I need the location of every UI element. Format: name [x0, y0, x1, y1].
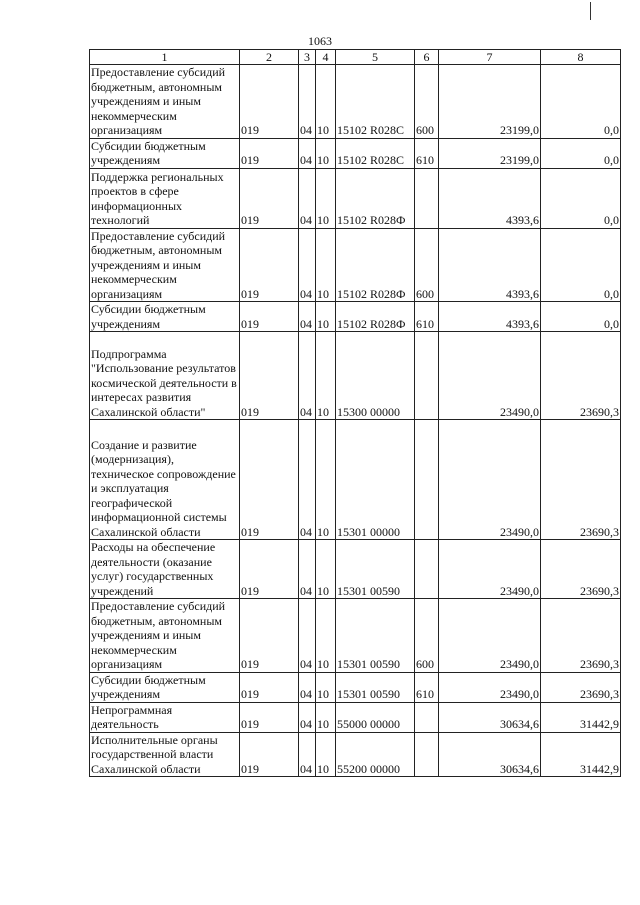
subsection-code-cell: 10 [316, 672, 336, 702]
table-row [90, 332, 621, 420]
row-name-cell: Создание и развитие (модернизация), техническое сопровождение и эксплуатация географической информационной системы Сахалинской области [90, 420, 240, 540]
subsection-code-cell: 10 [316, 168, 336, 228]
ministry-code-cell: 019 [240, 138, 299, 168]
section-code-cell: 04 [299, 65, 316, 139]
target-article-cell: 55000 00000 [336, 702, 415, 732]
amount-year1-cell: 23490,0 [439, 599, 541, 673]
column-header: 5 [336, 50, 415, 65]
table-row [90, 599, 621, 673]
amount-year1-cell: 23490,0 [439, 540, 541, 599]
column-header-row [90, 50, 621, 65]
table-row [90, 65, 621, 139]
ministry-code-cell: 019 [240, 332, 299, 420]
amount-year2-cell: 31442,9 [541, 732, 621, 777]
subsection-code-cell: 10 [316, 599, 336, 673]
expense-type-cell: 610 [415, 302, 439, 332]
subsection-code-cell: 10 [316, 228, 336, 302]
table-row [90, 228, 621, 302]
row-name-cell: Подпрограмма "Использование результатов космической деятельности в интересах развития Сахалинской области" [90, 332, 240, 420]
expense-type-cell [415, 540, 439, 599]
section-code-cell: 04 [299, 702, 316, 732]
row-name-cell: Субсидии бюджетным учреждениям [90, 672, 240, 702]
amount-year1-cell: 30634,6 [439, 702, 541, 732]
ministry-code-cell: 019 [240, 228, 299, 302]
table-row [90, 702, 621, 732]
subsection-code-cell: 10 [316, 420, 336, 540]
column-header: 7 [439, 50, 541, 65]
table-row [90, 540, 621, 599]
subsection-code-cell: 10 [316, 732, 336, 777]
table-row [90, 138, 621, 168]
column-header: 3 [299, 50, 316, 65]
subsection-code-cell: 10 [316, 332, 336, 420]
amount-year1-cell: 23490,0 [439, 672, 541, 702]
subsection-code-cell: 10 [316, 65, 336, 139]
amount-year2-cell: 23690,3 [541, 672, 621, 702]
target-article-cell: 15301 00000 [336, 420, 415, 540]
expense-type-cell: 610 [415, 672, 439, 702]
expense-type-cell [415, 332, 439, 420]
ministry-code-cell: 019 [240, 302, 299, 332]
column-header: 4 [316, 50, 336, 65]
subsection-code-cell: 10 [316, 138, 336, 168]
target-article-cell: 15102 R028C [336, 138, 415, 168]
amount-year1-cell: 4393,6 [439, 228, 541, 302]
amount-year1-cell: 23490,0 [439, 420, 541, 540]
target-article-cell: 15301 00590 [336, 672, 415, 702]
amount-year2-cell: 0,0 [541, 65, 621, 139]
row-name-cell: Субсидии бюджетным учреждениям [90, 138, 240, 168]
ministry-code-cell: 019 [240, 168, 299, 228]
section-code-cell: 04 [299, 599, 316, 673]
corner-mark [590, 2, 591, 20]
section-code-cell: 04 [299, 540, 316, 599]
row-name-cell: Исполнительные органы государственной власти Сахалинской области [90, 732, 240, 777]
target-article-cell: 15102 R028Ф [336, 228, 415, 302]
amount-year2-cell: 31442,9 [541, 702, 621, 732]
section-code-cell: 04 [299, 302, 316, 332]
section-code-cell: 04 [299, 138, 316, 168]
target-article-cell: 15300 00000 [336, 332, 415, 420]
amount-year2-cell: 0,0 [541, 168, 621, 228]
row-name-cell: Расходы на обеспечение деятельности (оказание услуг) государственных учреждений [90, 540, 240, 599]
column-header: 1 [90, 50, 240, 65]
section-code-cell: 04 [299, 672, 316, 702]
subsection-code-cell: 10 [316, 702, 336, 732]
section-code-cell: 04 [299, 332, 316, 420]
expense-type-cell [415, 420, 439, 540]
expense-type-cell: 600 [415, 65, 439, 139]
section-code-cell: 04 [299, 168, 316, 228]
row-name-cell: Предоставление субсидий бюджетным, автономным учреждениям и иным некоммерческим организациям [90, 599, 240, 673]
section-code-cell: 04 [299, 420, 316, 540]
amount-year1-cell: 30634,6 [439, 732, 541, 777]
table-row [90, 672, 621, 702]
row-name-cell: Субсидии бюджетным учреждениям [90, 302, 240, 332]
ministry-code-cell: 019 [240, 702, 299, 732]
section-code-cell: 04 [299, 732, 316, 777]
amount-year2-cell: 23690,3 [541, 540, 621, 599]
amount-year2-cell: 0,0 [541, 302, 621, 332]
subsection-code-cell: 10 [316, 302, 336, 332]
row-name-cell: Предоставление субсидий бюджетным, автономным учреждениям и иным некоммерческим организациям [90, 65, 240, 139]
row-name-cell: Поддержка региональных проектов в сфере информационных технологий [90, 168, 240, 228]
ministry-code-cell: 019 [240, 599, 299, 673]
expense-type-cell [415, 702, 439, 732]
target-article-cell: 15102 R028Ф [336, 168, 415, 228]
ministry-code-cell: 019 [240, 672, 299, 702]
page-number: 1063 [308, 34, 332, 48]
column-header: 6 [415, 50, 439, 65]
amount-year1-cell: 23490,0 [439, 332, 541, 420]
expense-type-cell: 600 [415, 228, 439, 302]
target-article-cell: 15301 00590 [336, 599, 415, 673]
amount-year2-cell: 23690,3 [541, 599, 621, 673]
target-article-cell: 15301 00590 [336, 540, 415, 599]
row-name-cell: Непрограммная деятельность [90, 702, 240, 732]
amount-year1-cell: 23199,0 [439, 138, 541, 168]
ministry-code-cell: 019 [240, 420, 299, 540]
expense-type-cell [415, 168, 439, 228]
expense-type-cell: 610 [415, 138, 439, 168]
table-row [90, 168, 621, 228]
amount-year2-cell: 23690,3 [541, 332, 621, 420]
ministry-code-cell: 019 [240, 540, 299, 599]
expense-type-cell: 600 [415, 599, 439, 673]
row-name-cell: Предоставление субсидий бюджетным, автономным учреждениям и иным некоммерческим организациям [90, 228, 240, 302]
amount-year2-cell: 23690,3 [541, 420, 621, 540]
target-article-cell: 15102 R028C [336, 65, 415, 139]
ministry-code-cell: 019 [240, 65, 299, 139]
column-header: 8 [541, 50, 621, 65]
amount-year1-cell: 4393,6 [439, 302, 541, 332]
expense-type-cell [415, 732, 439, 777]
budget-table [89, 49, 621, 777]
target-article-cell: 55200 00000 [336, 732, 415, 777]
table-row [90, 732, 621, 777]
table-row [90, 420, 621, 540]
column-header: 2 [240, 50, 299, 65]
amount-year2-cell: 0,0 [541, 138, 621, 168]
subsection-code-cell: 10 [316, 540, 336, 599]
amount-year1-cell: 23199,0 [439, 65, 541, 139]
ministry-code-cell: 019 [240, 732, 299, 777]
target-article-cell: 15102 R028Ф [336, 302, 415, 332]
section-code-cell: 04 [299, 228, 316, 302]
table-row [90, 302, 621, 332]
amount-year2-cell: 0,0 [541, 228, 621, 302]
amount-year1-cell: 4393,6 [439, 168, 541, 228]
